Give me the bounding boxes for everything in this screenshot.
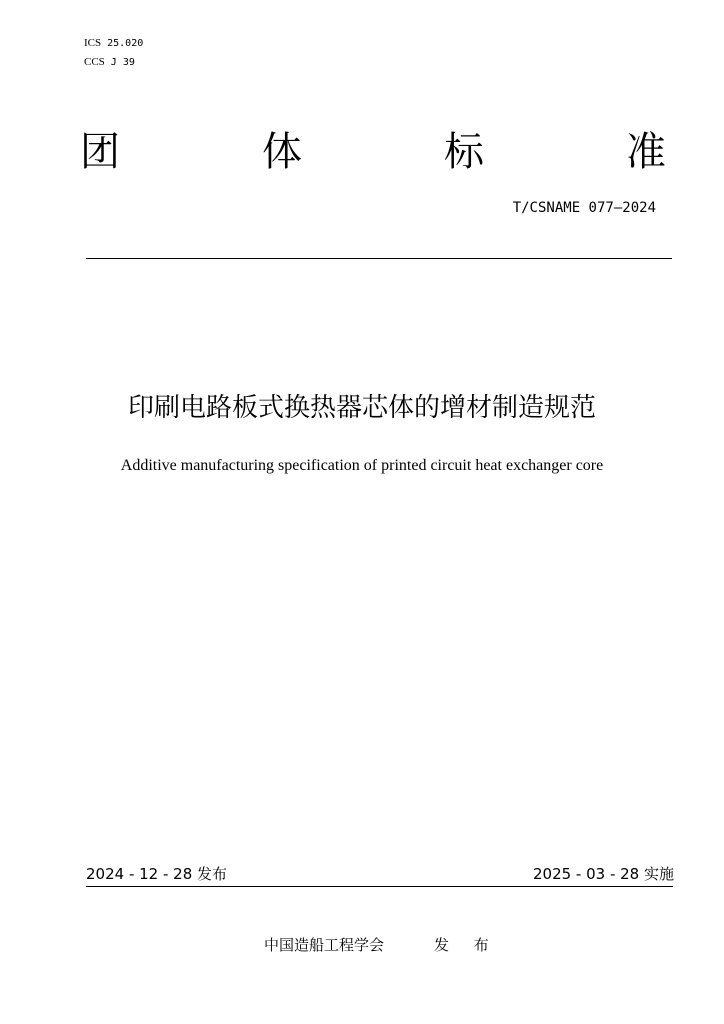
standard-number: T/CSNAME 077—2024 bbox=[512, 200, 656, 216]
document-title-chinese: 印刷电路板式换热器芯体的增材制造规范 bbox=[127, 393, 596, 423]
ccs-value: J 39 bbox=[110, 57, 135, 68]
top-divider bbox=[86, 258, 672, 259]
ccs-code bbox=[84, 56, 135, 69]
bottom-divider bbox=[86, 886, 673, 887]
issue-date: 2024 - 12 - 28 发布 bbox=[86, 865, 228, 883]
document-title-english: Additive manufacturing specification of printed circuit heat exchanger core bbox=[120, 457, 604, 474]
ics-code bbox=[84, 37, 143, 50]
publish-label: 发 布 bbox=[434, 936, 499, 954]
category-char: 标 bbox=[444, 129, 484, 175]
category-char: 体 bbox=[262, 129, 302, 175]
standard-category-title bbox=[80, 124, 666, 180]
category-char: 准 bbox=[626, 129, 666, 175]
ccs-label: CCS bbox=[84, 56, 105, 68]
implementation-date: 2025 - 03 - 28 实施 bbox=[532, 865, 674, 883]
publisher-name: 中国造船工程学会 bbox=[264, 936, 385, 954]
category-char: 团 bbox=[80, 129, 120, 175]
ics-value: 25.020 bbox=[107, 38, 144, 49]
ics-label: ICS bbox=[84, 37, 102, 49]
